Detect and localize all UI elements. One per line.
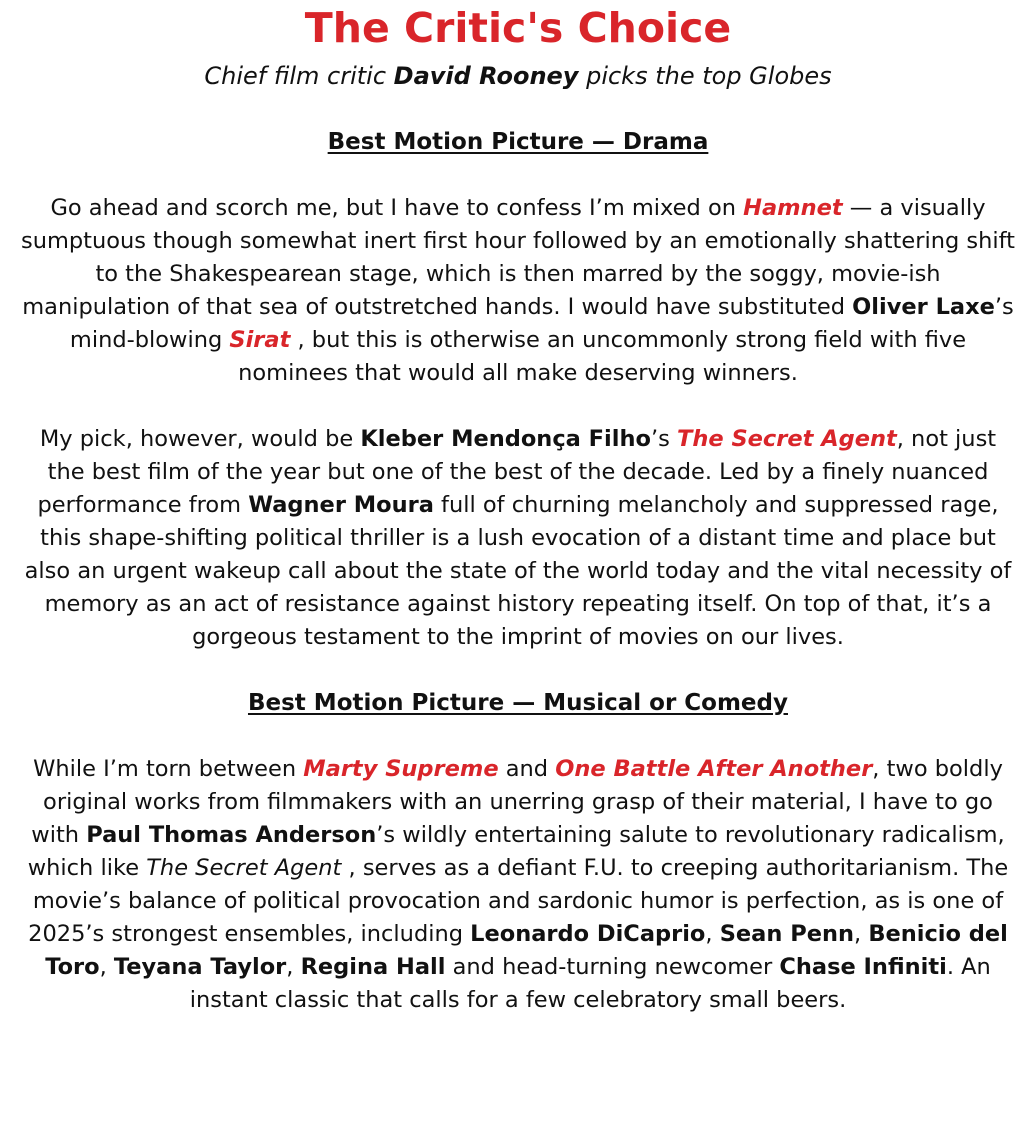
person-name-benicio-del-toro: Benicio del Toro [45,921,1008,980]
person-name-teyana-taylor: Teyana Taylor [113,954,287,980]
separator: , [286,954,301,980]
text-span: , serves as a defiant F.U. to creeping authoritarianism. The movie’s balance of political provocation and sardonic humor is perfection, as is one of 2025’s strongest ensembles, including [28,855,1009,947]
text-span: Go ahead and scorch me, but I have to confess I’m mixed on [50,195,744,221]
section-heading-drama: Best Motion Picture — Drama [327,129,709,155]
film-title-sirat: Sirat [229,327,291,353]
person-name-sean-penn: Sean Penn [719,921,854,947]
text-span: ’s wildly entertaining salute to revolutionary radicalism, which like [27,822,1005,881]
drama-paragraph-2 [18,423,1018,654]
text-span: and [498,756,556,782]
byline [18,60,1018,93]
text-span: , not just the best film of the year but one of the best of the decade. Led by a finely nuanced performance from [37,426,997,518]
critic-name: David Rooney [393,62,579,90]
text-span: — a visually sumptuous though somewhat inert first hour followed by an emotionally shattering shift to the Shakespearean stage, which is then marred by the soggy, movie-ish manipulation of that sea of outstretched hands. I would have substituted [20,195,1016,320]
film-title-marty-supreme: Marty Supreme [303,756,499,782]
text-span: ’s mind-blowing [69,294,1014,353]
byline-prefix: Chief film critic [204,62,394,90]
film-title-the-secret-agent: The Secret Agent [676,426,897,452]
text-span: and head-turning newcomer [445,954,780,980]
text-span: My pick, however, would be [39,426,361,452]
text-span: ’s [650,426,677,452]
drama-paragraph-1 [18,192,1018,390]
byline-suffix: picks the top Globes [578,62,832,90]
text-span: , two boldly original works from filmmakers with an unerring grasp of their material, I have to go with [31,756,1003,848]
comedy-paragraph-1 [18,753,1018,1017]
film-title-hamnet: Hamnet [743,195,843,221]
article [18,0,1018,1017]
separator: , [99,954,114,980]
person-name-kleber-mendonca-filho: Kleber Mendonça Filho [360,426,651,452]
separator: , [705,921,720,947]
film-title-one-battle-after-another: One Battle After Another [555,756,873,782]
film-title-the-secret-agent-plain: The Secret Agent [146,855,342,881]
person-name-wagner-moura: Wagner Moura [248,492,434,518]
person-name-oliver-laxe: Oliver Laxe [852,294,995,320]
text-span: While I’m torn between [33,756,304,782]
text-span: , but this is otherwise an uncommonly strong field with five nominees that would all make deserving winners. [238,327,967,386]
person-name-regina-hall: Regina Hall [300,954,446,980]
section-heading-comedy: Best Motion Picture — Musical or Comedy [247,690,788,716]
separator: , [854,921,869,947]
person-name-chase-infiniti: Chase Infiniti [779,954,947,980]
person-name-leonardo-dicaprio: Leonardo DiCaprio [470,921,706,947]
text-span: full of churning melancholy and suppressed rage, this shape-shifting political thriller is a lush evocation of a distant time and place but also an urgent wakeup call about the state of the world today and the vital necessity of memory as an act of resistance against history repeating itself. On top of that, it’s a gorgeous testament to the imprint of movies on our lives. [24,492,1012,650]
text-span: . An instant classic that calls for a few celebratory small beers. [189,954,991,1013]
person-name-paul-thomas-anderson: Paul Thomas Anderson [86,822,377,848]
page-title: The Critic's Choice [304,4,732,52]
